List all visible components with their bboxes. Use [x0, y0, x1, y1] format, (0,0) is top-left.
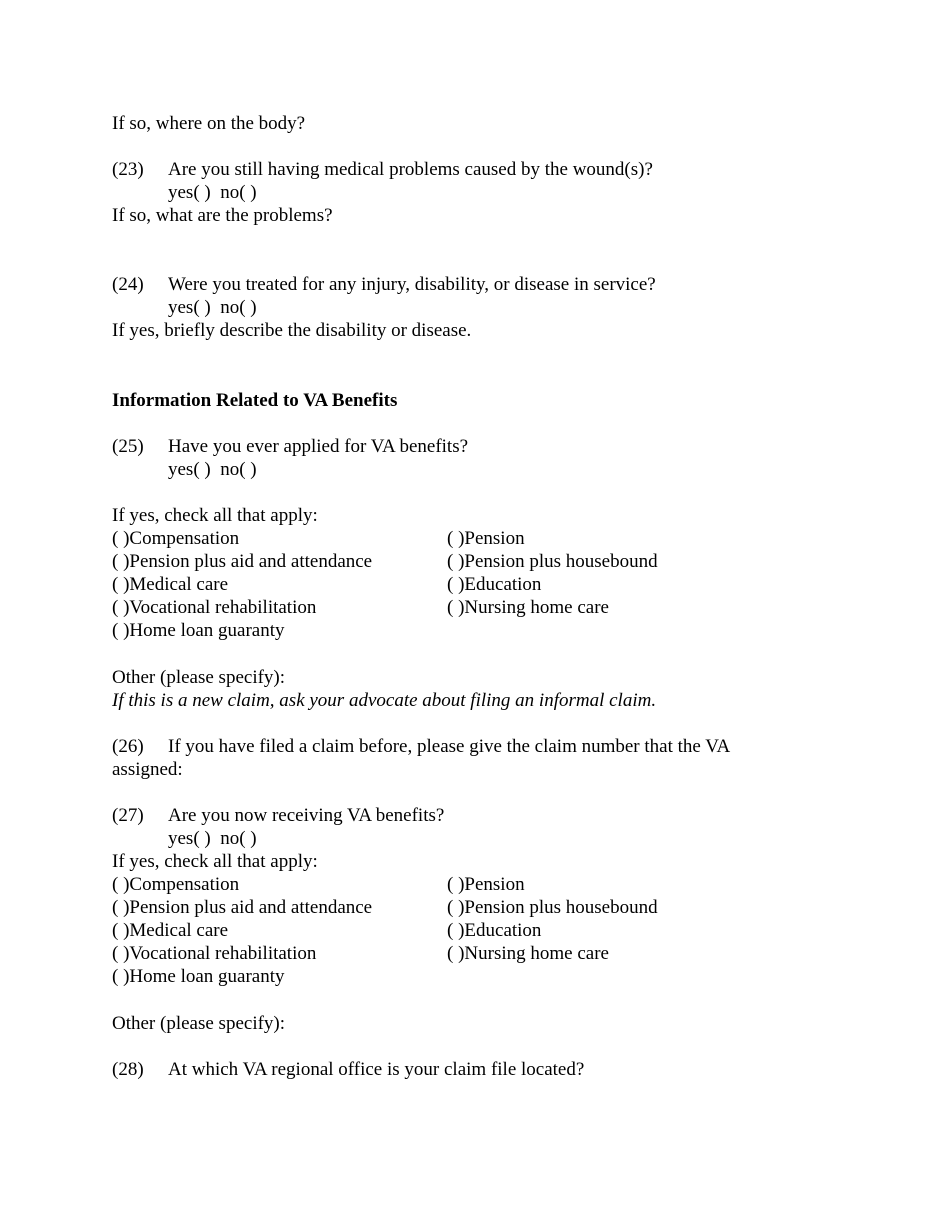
- q27-answer-row: [168, 827, 257, 850]
- q28-number: (28): [112, 1059, 144, 1080]
- q25-other-specify: Other (please specify):: [112, 667, 286, 688]
- q24-no-option[interactable]: no( ): [220, 297, 257, 318]
- q24-followup-text: If yes, briefly describe the disability or disease.: [112, 320, 472, 341]
- q27-question: Are you now receiving VA benefits?: [168, 805, 445, 826]
- q25-yes-option[interactable]: yes( ): [168, 459, 211, 480]
- q25-informal-claim-note: If this is a new claim, ask your advocate about filing an informal claim.: [112, 690, 657, 711]
- q26-question-line2: assigned:: [112, 759, 183, 780]
- q27-option-pension-aid-attendance[interactable]: ( )Pension plus aid and attendance: [112, 897, 373, 918]
- q27-option-pension[interactable]: ( )Pension: [447, 874, 525, 895]
- q23-question: Are you still having medical problems caused by the wound(s)?: [168, 159, 653, 180]
- q27-check-intro: If yes, check all that apply:: [112, 851, 318, 872]
- q26-question-line1: If you have filed a claim before, please give the claim number that the VA: [168, 736, 731, 757]
- q25-check-intro: If yes, check all that apply:: [112, 505, 318, 526]
- q27-no-option[interactable]: no( ): [220, 828, 257, 849]
- section-heading: Information Related to VA Benefits: [112, 390, 398, 411]
- q27-option-compensation[interactable]: ( )Compensation: [112, 874, 240, 895]
- q24-number: (24): [112, 274, 144, 295]
- q27-option-medical-care[interactable]: ( )Medical care: [112, 920, 229, 941]
- q26-number: (26): [112, 736, 144, 757]
- q27-yes-option[interactable]: yes( ): [168, 828, 211, 849]
- q23-followup-text: If so, what are the problems?: [112, 205, 333, 226]
- q25-option-education[interactable]: ( )Education: [447, 574, 542, 595]
- q25-answer-row: [168, 458, 257, 481]
- q25-option-medical-care[interactable]: ( )Medical care: [112, 574, 229, 595]
- q25-option-pension-aid-attendance[interactable]: ( )Pension plus aid and attendance: [112, 551, 373, 572]
- q24-yes-option[interactable]: yes( ): [168, 297, 211, 318]
- q28-question: At which VA regional office is your claim file located?: [168, 1059, 585, 1080]
- q24-answer-row: [168, 296, 257, 319]
- q25-option-vocational-rehabilitation[interactable]: ( )Vocational rehabilitation: [112, 597, 317, 618]
- q25-option-nursing-home-care[interactable]: ( )Nursing home care: [447, 597, 609, 618]
- q23-no-option[interactable]: no( ): [220, 182, 257, 203]
- q27-option-home-loan-guaranty[interactable]: ( )Home loan guaranty: [112, 966, 285, 987]
- q27-option-education[interactable]: ( )Education: [447, 920, 542, 941]
- q25-number: (25): [112, 436, 144, 457]
- q25-option-pension[interactable]: ( )Pension: [447, 528, 525, 549]
- q25-no-option[interactable]: no( ): [220, 459, 257, 480]
- q27-option-nursing-home-care[interactable]: ( )Nursing home care: [447, 943, 609, 964]
- q27-other-specify: Other (please specify):: [112, 1013, 286, 1034]
- q25-option-pension-housebound[interactable]: ( )Pension plus housebound: [447, 551, 658, 572]
- q25-option-home-loan-guaranty[interactable]: ( )Home loan guaranty: [112, 620, 285, 641]
- q23-answer-row: [168, 181, 257, 204]
- q22-followup-text: If so, where on the body?: [112, 113, 306, 134]
- q23-number: (23): [112, 159, 144, 180]
- q25-option-compensation[interactable]: ( )Compensation: [112, 528, 240, 549]
- q25-question: Have you ever applied for VA benefits?: [168, 436, 469, 457]
- q23-yes-option[interactable]: yes( ): [168, 182, 211, 203]
- q24-question: Were you treated for any injury, disability, or disease in service?: [168, 274, 656, 295]
- q27-number: (27): [112, 805, 144, 826]
- q27-option-vocational-rehabilitation[interactable]: ( )Vocational rehabilitation: [112, 943, 317, 964]
- q27-option-pension-housebound[interactable]: ( )Pension plus housebound: [447, 897, 658, 918]
